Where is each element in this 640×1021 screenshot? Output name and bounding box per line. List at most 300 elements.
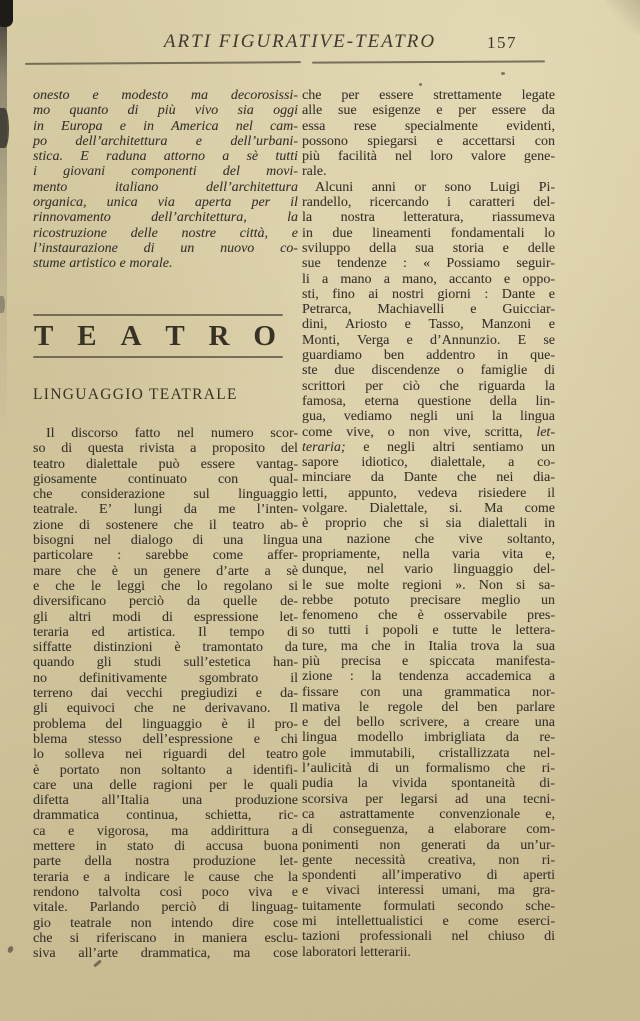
word: espressione (193, 609, 259, 625)
word: convenzionale (439, 806, 521, 822)
word: che (33, 487, 53, 503)
word: dell’architettura (75, 133, 168, 149)
word: artistico (69, 256, 116, 272)
word: ma (497, 883, 515, 899)
word: scrivere, (399, 715, 448, 731)
word: e (119, 118, 126, 134)
word: cristallizzata (438, 745, 510, 761)
text-line (302, 149, 555, 164)
paragraph (302, 88, 555, 180)
word: o (456, 363, 464, 379)
word: organica, (33, 195, 87, 211)
word: della (489, 393, 517, 409)
word: astrattamente (339, 806, 415, 822)
word: perciò (161, 900, 197, 916)
word: Il (198, 624, 207, 640)
word: molte (357, 577, 390, 593)
word: delle (109, 777, 137, 793)
word: immutabili, (349, 745, 415, 761)
word: portato (59, 762, 100, 778)
word: laboratori (302, 944, 357, 960)
word: di (161, 609, 173, 625)
word: parte (33, 854, 61, 870)
text-line (302, 838, 555, 853)
word: creativa, (427, 852, 476, 868)
word: America (171, 118, 219, 134)
word: di (486, 868, 498, 884)
scan-edge-shadow (0, 0, 7, 440)
word: le (183, 869, 195, 885)
word: nel (366, 562, 385, 578)
word: di (544, 363, 555, 379)
word: popoli (382, 623, 419, 639)
heading-letter: A (120, 320, 142, 352)
word: han- (273, 655, 298, 671)
word: soltanto, (507, 531, 555, 547)
word: di (127, 103, 139, 119)
word: di (287, 624, 298, 640)
word: tuitamente (302, 898, 362, 914)
word: è (174, 640, 181, 656)
text-line (33, 824, 298, 839)
word: la (287, 869, 298, 885)
word: dell’espressione (142, 731, 233, 747)
word: Guicciar- (502, 302, 555, 318)
word: perciò (128, 594, 164, 610)
word: eterna (364, 393, 399, 409)
word: come (212, 548, 244, 564)
word: raduna (106, 149, 147, 165)
word: Non (478, 577, 503, 593)
text-line (302, 440, 555, 455)
word: gli (33, 609, 48, 625)
word: che (76, 563, 97, 579)
text-line (302, 593, 555, 608)
header-rule-left (25, 61, 301, 65)
page-corner-shading (606, 0, 640, 34)
word: essa (302, 118, 326, 134)
text-line (302, 608, 555, 623)
text-line (302, 945, 555, 960)
word: addentro (426, 348, 476, 364)
word: tutti (275, 149, 298, 165)
word: del (228, 747, 246, 763)
word: linguaggio (142, 716, 202, 732)
word: la (544, 378, 555, 394)
word: continuato (127, 471, 187, 487)
word: via (157, 195, 175, 211)
word: grammatica (444, 684, 511, 700)
word: formalismo (425, 761, 490, 777)
word: ri- (541, 761, 555, 777)
word: terreno (33, 686, 73, 702)
word: e (33, 578, 40, 594)
word: pro- (274, 716, 298, 732)
word: spiegarsi (367, 133, 418, 149)
word: del- (533, 195, 555, 211)
text-line (302, 669, 555, 684)
word: meglio (481, 592, 521, 608)
word: bisogni (33, 533, 75, 549)
text-line (302, 516, 555, 531)
word: seguir- (516, 256, 555, 272)
left-column-intro-paragraph (33, 88, 298, 272)
text-line (33, 655, 298, 670)
word: da (370, 470, 384, 486)
text-line (302, 730, 555, 745)
word: di (367, 761, 379, 777)
word: Dialettale, (369, 501, 428, 517)
word: ca (302, 806, 315, 822)
word: letterarii. (360, 944, 411, 960)
word: spondenti (302, 868, 357, 884)
word: i (446, 195, 451, 211)
word: so (302, 623, 315, 639)
text-line (302, 287, 555, 302)
word: che (161, 578, 181, 594)
word: da (284, 640, 298, 656)
word: per (458, 103, 477, 119)
word: let- (279, 854, 298, 870)
word: oggi (273, 103, 298, 119)
word: questione (417, 393, 472, 409)
word: il (290, 670, 298, 686)
word: si (516, 577, 526, 593)
word: maniera (202, 930, 248, 946)
word: accusa (205, 839, 244, 855)
word: componenti (131, 164, 197, 180)
word: spiccata (429, 653, 475, 669)
word: storia (452, 240, 484, 256)
word: gole (302, 745, 327, 761)
word: guardiamo (302, 348, 362, 364)
text-line (33, 763, 298, 778)
word: a (508, 455, 515, 471)
text-line (302, 210, 555, 225)
word: che (506, 761, 526, 777)
text-line (33, 103, 298, 118)
text-line (302, 317, 555, 332)
text-line (33, 870, 298, 885)
scan-corner-mark (0, 0, 13, 27)
word: a (291, 823, 298, 839)
word: sull’estetica (183, 655, 251, 671)
word: dire (232, 915, 254, 931)
word: interessi (377, 883, 425, 899)
word: ric- (278, 808, 298, 824)
word: teatro (266, 747, 298, 763)
section-rule-bottom (33, 356, 283, 358)
word: E (80, 149, 89, 165)
word: equivoci (66, 701, 116, 717)
word: volgare. (302, 501, 348, 517)
word: que- (530, 348, 555, 364)
word: vivo (194, 103, 219, 119)
word: propriamente, (302, 546, 381, 562)
word: evidenti, (506, 118, 555, 134)
word: lingua (262, 533, 298, 549)
text-line (33, 686, 298, 701)
word: Alcuni (315, 179, 354, 195)
word: discorso (71, 426, 118, 441)
article-title: LINGUAGGIO TEATRALE (33, 386, 238, 403)
word: le (358, 699, 369, 715)
word: e (548, 286, 555, 302)
word: de- (280, 594, 298, 610)
word: sviluppo (302, 240, 351, 256)
word: nazione (346, 531, 391, 547)
word: genere (163, 563, 201, 579)
text-line (302, 195, 555, 210)
word: idiotico, (361, 455, 408, 471)
word: l’instaurazione (33, 240, 118, 256)
word: che (254, 869, 274, 885)
heading-letter: E (77, 320, 97, 352)
word: negli (409, 409, 438, 425)
word: ma (190, 88, 209, 103)
word: teraria; (302, 439, 346, 455)
word: let- (536, 424, 555, 440)
word: solleva (64, 747, 105, 763)
word: che (55, 578, 75, 594)
word: un’ur- (520, 837, 555, 853)
heading-letter: T (165, 320, 185, 352)
word: in (173, 930, 185, 946)
word: ricostruzione (33, 225, 107, 241)
text-line (302, 914, 555, 929)
word: tazioni (302, 929, 341, 945)
text-line (33, 533, 298, 548)
word: tramontato (202, 640, 263, 656)
word: in (544, 516, 555, 532)
word: diversificano (33, 594, 107, 610)
word: tutte (452, 623, 478, 639)
text-line (302, 868, 555, 883)
word: ma (233, 946, 251, 962)
word: vedeva (417, 485, 458, 501)
word: blema (33, 731, 68, 747)
word: cose (273, 946, 298, 962)
word: in (33, 118, 44, 134)
word: nuovo (220, 240, 255, 256)
word: manifesta- (495, 653, 555, 669)
word: città, (239, 225, 269, 241)
text-line (33, 548, 298, 563)
word: che (134, 701, 154, 717)
word: spontaneità (451, 776, 516, 792)
word: da (486, 837, 500, 853)
word: movi- (266, 164, 298, 180)
word: Dante (501, 286, 536, 302)
word: che (439, 378, 459, 394)
word: tecni- (523, 791, 555, 807)
word: riguardi (163, 747, 208, 763)
word: giorni (437, 286, 471, 302)
word: vigorosa, (96, 823, 149, 839)
word: del (222, 164, 240, 180)
word: non (119, 762, 141, 778)
word: fatto (134, 426, 161, 441)
word: sul (193, 487, 210, 503)
word: come (302, 424, 333, 440)
word: e (442, 914, 449, 930)
word: una (302, 531, 323, 547)
word: stato (127, 839, 154, 855)
text-line (302, 853, 555, 868)
word: ai (368, 286, 379, 302)
word: dialettale, (430, 455, 486, 471)
word: gene- (523, 149, 555, 165)
word: trova (470, 638, 500, 654)
text-line (302, 700, 555, 715)
text-line (33, 610, 298, 625)
word: a (321, 271, 329, 287)
text-line (302, 241, 555, 256)
word: onesto (33, 88, 70, 103)
word: anni (371, 179, 396, 195)
word: Parlando (89, 900, 140, 916)
word: lingua (302, 730, 337, 746)
text-line (33, 946, 298, 961)
text-line (33, 518, 298, 533)
word: precisa (341, 653, 381, 669)
word: fissare (302, 684, 339, 700)
word: : (484, 286, 489, 302)
word: ricercando (369, 195, 429, 211)
word: scritta, (484, 424, 523, 440)
word: linguaggio (238, 487, 298, 503)
word: la (287, 210, 298, 226)
word: dini, (302, 317, 328, 333)
word: un (395, 761, 410, 777)
word: vive, (443, 424, 471, 440)
left-column-body (33, 426, 298, 961)
word: varia (451, 546, 480, 562)
word: rese (353, 118, 377, 134)
word: la (512, 638, 523, 654)
word: e (302, 715, 309, 731)
word: mo (33, 103, 51, 119)
word: ciò (402, 378, 420, 394)
word: sue (337, 103, 357, 119)
word: artistica. (127, 624, 176, 640)
word: teraria (33, 869, 69, 885)
word: : (402, 256, 407, 272)
ink-speck (501, 72, 505, 75)
word: specialmente (404, 118, 478, 134)
word: non (379, 837, 401, 853)
text-line (302, 164, 555, 179)
word: gio (33, 915, 51, 931)
word: il (247, 716, 256, 732)
word: no (33, 670, 47, 686)
word: accademica (466, 669, 532, 685)
word: proprio (325, 516, 367, 532)
word: ne (172, 701, 186, 717)
word: per (365, 378, 384, 394)
word: a (190, 441, 197, 457)
text-line (33, 564, 298, 579)
word: eserci- (517, 914, 555, 930)
word: di (79, 517, 90, 533)
word: ». (455, 577, 466, 593)
text-line (33, 472, 298, 487)
text-line (33, 839, 298, 854)
text-line (302, 562, 555, 577)
word: linguaggio (453, 562, 514, 578)
word: e (436, 103, 443, 119)
word: sua (415, 240, 434, 256)
word: chi (280, 731, 298, 747)
word: tempo (229, 624, 265, 640)
word: del (105, 716, 123, 732)
word: definitivamente (79, 670, 167, 686)
right-column-body (302, 88, 555, 960)
word: sia (445, 516, 462, 532)
word: vitale. (33, 900, 68, 916)
word: così (159, 884, 183, 900)
word: nel (451, 929, 469, 945)
word: letteratura, (403, 210, 464, 226)
text-line (302, 623, 555, 638)
word: i (33, 164, 37, 180)
word: nei (125, 747, 143, 763)
word: poco (201, 884, 229, 900)
word: mare (33, 563, 61, 579)
word: da (541, 103, 555, 119)
word: re- (539, 730, 555, 746)
text-line (302, 654, 555, 669)
word: professionali (359, 929, 432, 945)
word: quelle (222, 594, 258, 610)
section-rule-top (33, 314, 283, 316)
page-number: 157 (487, 33, 517, 52)
word: precisare (410, 592, 461, 608)
word: e, (545, 546, 555, 562)
word: quando (33, 655, 75, 671)
word: valore (470, 149, 506, 165)
text-line (33, 671, 298, 686)
word: non (408, 424, 430, 440)
word: le (302, 577, 313, 593)
word: i (364, 623, 369, 639)
word: rendono (33, 884, 79, 900)
word: è (417, 608, 424, 624)
word: vecchi (126, 686, 163, 702)
word: continua, (126, 808, 178, 824)
word: una (72, 777, 93, 793)
word: che (173, 517, 194, 533)
word: dell’architettura, (151, 210, 247, 226)
word: siffatte (33, 640, 72, 656)
word: addirittura (210, 823, 270, 839)
text-line (302, 532, 555, 547)
word: ture, (302, 638, 328, 654)
word: vive, (346, 424, 374, 440)
text-line (33, 916, 298, 931)
word: di (544, 929, 555, 945)
text-line (33, 579, 298, 594)
word: nel- (533, 745, 555, 761)
word: tendenza (398, 669, 449, 685)
word: che (383, 516, 403, 532)
word: da (505, 730, 519, 746)
word: vantag- (256, 456, 298, 472)
word: Ma (484, 501, 503, 517)
word: le (491, 623, 502, 639)
word: teatro (232, 517, 265, 533)
text-line (33, 502, 298, 517)
